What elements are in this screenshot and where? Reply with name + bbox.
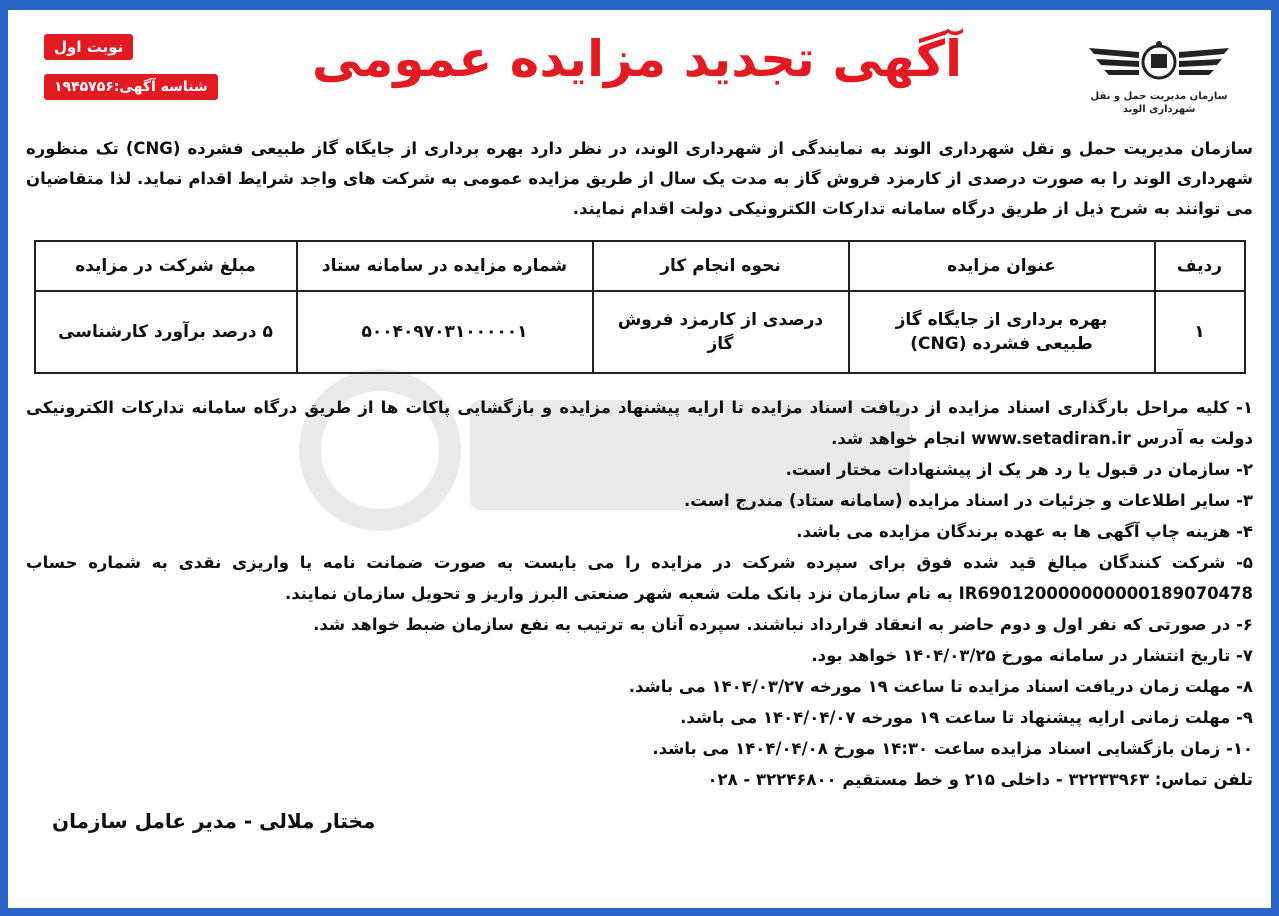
deposit-amount-cell: ۵ درصد برآورد کارشناسی <box>35 291 297 373</box>
contact-phone: تلفن تماس: ۳۲۲۳۳۹۶۳ - داخلی ۲۱۵ و خط مستقیم ۳۲۲۴۶۸۰۰ - ۰۲۸ <box>707 770 1253 789</box>
header-cell: نحوه انجام کار <box>593 241 849 291</box>
clauses-list <box>22 392 1257 795</box>
wings-emblem-icon <box>1084 34 1234 90</box>
table-row <box>35 291 1245 373</box>
frame-right-border <box>1271 0 1279 916</box>
frame-top-border <box>0 0 1279 10</box>
clause-item: ۷- تاریخ انتشار در سامانه مورخ ۱۴۰۴/۰۳/۲۵ خواهد بود. <box>811 646 1253 665</box>
org-name-line1: سازمان مدیریت حمل و نقل <box>1090 91 1228 102</box>
auction-table <box>34 240 1246 374</box>
notice-id-badge: شناسه آگهی:۱۹۴۵۷۵۶ <box>44 74 218 100</box>
signature: مختار ملالی - مدیر عامل سازمان <box>52 809 376 833</box>
clause-item: ۹- مهلت زمانی ارایه پیشنهاد تا ساعت ۱۹ مورخه ۱۴۰۴/۰۴/۰۷ می باشد. <box>680 708 1253 727</box>
header <box>22 16 1257 134</box>
clause-item: ۶- در صورتی که نفر اول و دوم حاضر به انعقاد قرارداد نباشند. سپرده آنان به ترتیب به نفع سازمان ضبط خواهد شد. <box>313 615 1253 634</box>
clause-item: ۳- سایر اطلاعات و جزئیات در اسناد مزایده (سامانه ستاد) مندرج است. <box>684 491 1253 510</box>
clause-item: ۲- سازمان در قبول یا رد هر یک از پیشنهادات مختار است. <box>785 460 1253 479</box>
work-method-cell: درصدی از کارمزد فروش گاز <box>593 291 849 373</box>
clause-item: ۴- هزینه چاپ آگهی ها به عهده برندگان مزایده می باشد. <box>796 522 1253 541</box>
clause-item: ۵- شرکت کنندگان مبالغ قید شده فوق برای سپرده شرکت در مزایده را می بایست به صورت ضمانت نامه یا واریزی نقدی به شماره حساب IR690120000000000189070478 به نام سازمان نزد بانک ملت شعبه شهر صنعتی البرز واریز و تحویل سازمان نمایند. <box>26 553 1253 603</box>
notice-sheet <box>22 16 1257 900</box>
clause-item: ۱- کلیه مراحل بارگذاری اسناد مزایده از دریافت اسناد مزایده تا ارایه پیشنهاد مزایده و بازگشایی پاکات ها از طریق درگاه سامانه تدارکات الکترونیکی دولت به آدرس www.setadiran.ir انجام خواهد شد. <box>26 398 1253 448</box>
clause-item: ۸- مهلت زمان دریافت اسناد مزایده تا ساعت ۱۹ مورخه ۱۴۰۴/۰۳/۲۷ می باشد. <box>628 677 1253 696</box>
row-number-cell: ۱ <box>1155 291 1245 373</box>
org-logo <box>1079 34 1239 126</box>
table-header-row <box>35 241 1245 291</box>
header-cell: عنوان مزایده <box>849 241 1155 291</box>
org-name-line2: شهرداری الوند <box>1122 104 1196 115</box>
clause-item: ۱۰- زمان بازگشایی اسناد مزایده ساعت ۱۴:۳۰ مورخ ۱۴۰۴/۰۴/۰۸ می باشد. <box>652 739 1253 758</box>
intro-paragraph: سازمان مدیریت حمل و نقل شهرداری الوند به نمایندگی از شهرداری الوند، در نظر دارد بهره برداری از جایگاه گاز طبیعی فشرده (CNG) تک منظوره شهرداری الوند را به صورت درصدی از کارمزد فروش گاز به مدت یک سال از طریق مزایده عمومی به شرکت های واجد شرایط اقدام نماید. لذا متقاضیان می توانند به شرح ذیل از طریق درگاه سامانه تدارکات الکترونیکی دولت اقدام نمایند. <box>26 139 1253 218</box>
frame-left-border <box>0 0 8 916</box>
setad-number-cell: ۵۰۰۴۰۹۷۰۳۱۰۰۰۰۰۱ <box>297 291 593 373</box>
header-cell: مبلغ شرکت در مزایده <box>35 241 297 291</box>
header-cell: ردیف <box>1155 241 1245 291</box>
header-cell: شماره مزایده در سامانه ستاد <box>297 241 593 291</box>
auction-title-cell: بهره برداری از جایگاه گاز طبیعی فشرده (CNG) <box>849 291 1155 373</box>
round-badge: نوبت اول <box>44 34 133 60</box>
frame-bottom-border <box>0 908 1279 916</box>
page-title: آگهی تجدید مزایده عمومی <box>311 30 963 88</box>
